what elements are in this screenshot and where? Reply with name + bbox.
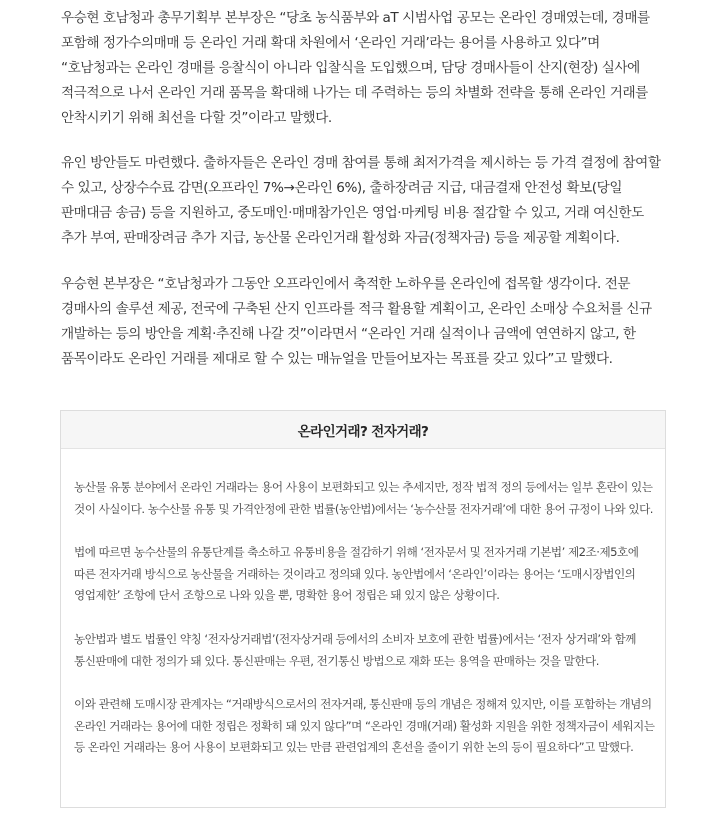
article-paragraph-3: 우승현 본부장은 “호남청과가 그동안 오프라인에서 축적한 노하우를 온라인에 접목할 생각이다. 전문 경매사의 솔루션 제공, 전국에 구축된 산지 인프라를 적극 활용할 계획이고, 온라인 소매상 수요처를 신규 개발하는 등의 방안을 계획·추진해 나갈 것”이라면서 “온라인 거래 실적이나 금액에 연연하지 않고, 한 품목이라도 온라인 거래를 제대로 할 수 있는 매뉴얼을 만들어보자는 목표를 갖고 있다”고 말했다. xyxy=(61,276,652,367)
sidebar-info-box xyxy=(60,410,666,808)
info-box-title: 온라인거래? 전자거래? xyxy=(297,423,429,440)
article-paragraph-2: 유인 방안들도 마련했다. 출하자들은 온라인 경매 참여를 통해 최저가격을 제시하는 등 가격 결정에 참여할 수 있고, 상장수수료 감면(오프라인 7%→온라인 6%), 출하장려금 지급, 대금결재 안전성 확보(당일 판매대금 송금) 등을 지원하고, 중도매인·매매참가인은 영업·마케팅 비용 절감할 수 있고, 거래 여신한도 추가 부여, 판매장려금 추가 지급, 농산물 온라인거래 활성화 자금(정책자금) 등을 제공할 계획이다. xyxy=(61,155,661,246)
info-box-paragraph-2: 법에 따르면 농수산물의 유통단계를 축소하고 유통비용을 절감하기 위해 ‘전자문서 및 전자거래 기본법’ 제2조·제5호에 따른 전자거래 방식으로 농산물을 거래하는 것이라고 정의돼 있다. 농안법에서 ‘온라인’이라는 용어는 ‘도매시장법인의 영업제한’ 조항에 단서 조항으로 나와 있을 뿐, 명확한 용어 정립은 돼 있지 않은 상황이다. xyxy=(74,545,639,603)
article-paragraph-1: 우승현 호남청과 총무기획부 본부장은 “당초 농식품부와 aT 시범사업 공모는 온라인 경매였는데, 경매를 포함해 정가수의매매 등 온라인 거래 확대 차원에서 ‘온라인 거래’라는 용어를 사용하고 있다”며 “호남청과는 온라인 경매를 응찰식이 아니라 입찰식을 도입했으며, 담당 경매사들이 산지(현장) 실사에 적극적으로 나서 온라인 거래 품목을 확대해 나가는 데 주력하는 등의 차별화 전략을 통해 온라인 거래를 안착시키기 위해 최선을 다할 것”이라고 말했다. xyxy=(61,10,650,126)
info-box-paragraph-3: 농안법과 별도 법률인 약칭 ‘전자상거래법’(전자상거래 등에서의 소비자 보호에 관한 법률)에서는 ‘전자 상거래’와 함께 통신판매에 대한 정의가 돼 있다. 통신판매는 우편, 전기통신 방법으로 재화 또는 용역을 판매하는 것을 말한다. xyxy=(74,631,636,668)
info-box-body xyxy=(74,477,658,781)
info-box-header xyxy=(61,411,665,449)
info-box-paragraph-4: 이와 관련해 도매시장 관계자는 “거래방식으로서의 전자거래, 통신판매 등의 개념은 정해져 있지만, 이를 포함하는 개념의 온라인 거래라는 용어에 대한 정립은 정확히 돼 있지 않다”며 “온라인 경매(거래) 활성화 지원을 위한 정책자금이 세워지는 등 온라인 거래라는 용어 사용이 보편화되고 있는 만큼 관련업계의 혼선을 줄이기 위한 논의 등이 필요하다”고 말했다. xyxy=(74,697,655,755)
info-box-paragraph-1: 농산물 유통 분야에서 온라인 거래라는 용어 사용이 보편화되고 있는 추세지만, 정작 법적 정의 등에서는 일부 혼란이 있는 것이 사실이다. 농수산물 유통 및 가격안정에 관한 법률(농안법)에서는 ‘농수산물 전자거래’에 대한 용어 규정이 나와 있다. xyxy=(74,480,653,516)
